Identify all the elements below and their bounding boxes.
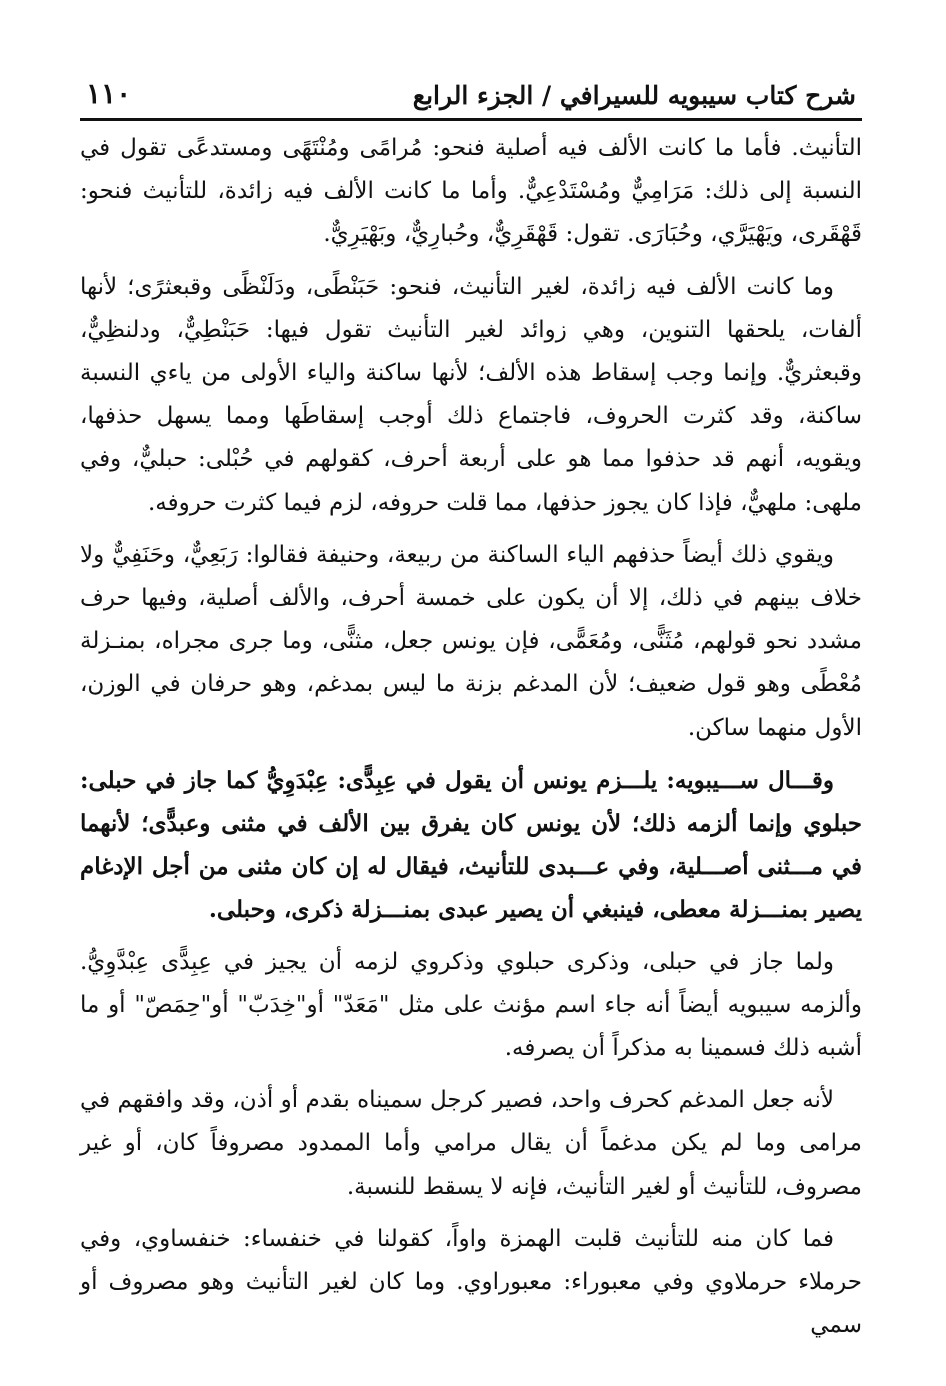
document-page <box>80 58 862 1347</box>
bold-quotation-paragraph: وقـــال ســـيبويه: يلـــزم يونس أن يقول في عِبِدًّى: عِبْدَوِيُّ كما جاز في حبلى: حبلوي وإنما ألزمه ذلك؛ لأن يونس كان يفرق بين الألف في مثنى وعبدًّى؛ لأنهما في مـــثنى أصـــلية، وفي عـــبدى للتأنيث، فيقال له إن كان مثنى من أجل الإدغام يصير بمنـــزلة معطى، فينبغي أن يصير عبدى بمنـــزلة ذكرى، وحبلى. <box>80 766 862 924</box>
paragraph: التأنيث. فأما ما كانت الألف فيه أصلية فنحو: مُرامًى ومُنْتَهًى ومستدعًى تقول في النسبة إلى ذلك: مَرَامِيٌّ ومُسْتَدْعِيٌّ. وأما ما كانت الألف فيه زائدة، للتأنيث فنحو: قَهْقَرى، ويَهْيَرَّي، وحُبَارَى. تقول: قَهْقَرِيٌّ، وحُبارِيٌّ، وبَهْيَرِيٌّ. <box>80 135 862 248</box>
paragraph: ولما جاز في حبلى، وذكرى حبلوي وذكروي لزمه أن يجيز في عِبِدًّى عِبْدَّوِيُّ. وألزمه سيبويه أيضاً أنه جاء اسم مؤنث على مثل "مَعَدّ" أو"خِدَبّ" أو"حِمَصّ" أو ما أشبه ذلك فسمينا به مذكراً أن يصرفه. <box>80 948 862 1062</box>
body-text <box>80 127 862 1347</box>
paragraph: فما كان منه للتأنيث قلبت الهمزة واواً، كقولنا في خنفساء: خنفساوي، وفي حرملاء حرملاوي وفي معبوراء: معبوراوي. وما كان لغير التأنيث وهو مصروف أو سمي <box>80 1225 862 1339</box>
running-title: شرح كتاب سيبويه للسيرافي / الجزء الرابع <box>412 81 856 110</box>
paragraph: وما كانت الألف فيه زائدة، لغير التأنيث، فنحو: حَبَنْطًى، ودَلَنْظًى وقبعثرًى؛ لأنها ألفات، يلحقها التنوين، وهي زوائد لغير التأنيث تقول فيها: حَبَنْطِيٌّ، ودلنظِيٌّ، وقبعثريٌّ. وإنما وجب إسقاط هذه الألف؛ لأنها ساكنة والياء الأولى من ياءي النسبة ساكنة، وقد كثرت الحروف، فاجتماع ذلك أوجب إسقاطَها ومما يسهل حذفها، ويقويه، أنهم قد حذفوا مما هو على أربعة أحرف، كقولهم في حُبْلى: حبليٌّ، وفي ملهى: ملهيٌّ، فإذا كان يجوز حذفها، مما قلت حروفه، لزم فيما كثرت حروفه. <box>80 273 862 516</box>
page-number: ١١٠ <box>86 77 132 110</box>
paragraph: لأنه جعل المدغم كحرف واحد، فصير كرجل سميناه بقدم أو أذن، وقد وافقهم في مرامى وما لم يكن مدغماً أن يقال مرامي وأما الممدود مصروفاً كان، أو غير مصروف، للتأنيث أو لغير التأنيث، فإنه لا يسقط للنسبة. <box>80 1087 862 1200</box>
page-header <box>80 58 862 110</box>
paragraph: ويقوي ذلك أيضاً حذفهم الياء الساكنة من ربيعة، وحنيفة فقالوا: رَبَعِيٌّ، وحَنَفِيٌّ ولا خلاف بينهم في ذلك، إلا أن يكون على خمسة أحرف، والألف أصلية، وفيها حرف مشدد نحو قولهم، مُثَنًّى، ومُعَمًّى، فإن يونس جعل، مثنًّى، وما جرى مجراه، بمنـزلة مُعْطًى وهو قول ضعيف؛ لأن المدغم بزنة ما ليس بمدغم، وهو حرفان في الوزن، الأول منهما ساكن. <box>80 541 862 741</box>
header-rule <box>80 118 862 121</box>
